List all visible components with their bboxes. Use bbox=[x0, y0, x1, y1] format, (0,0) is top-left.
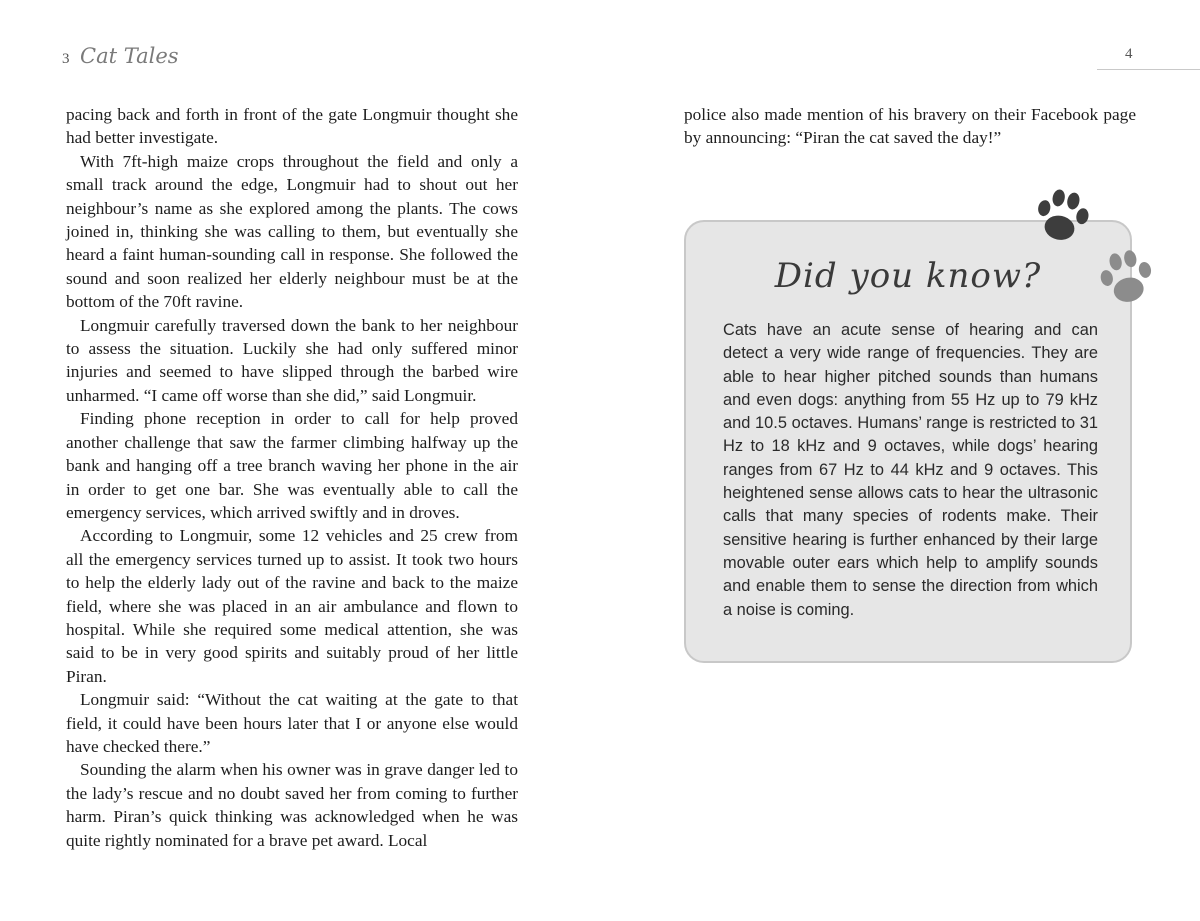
paragraph: With 7ft-high maize crops throughout the field and only a small track around the edge, Longmuir had to shout out her neighbour’s name as she explored among the plants. The cows joined in, thinking she was calling to them, but eventually she heard a faint human-sounding call in response. She followed the sound and soon realized her elderly neighbour must be at the bottom of the 70ft ravine. bbox=[66, 151, 518, 312]
book-title: Cat Tales bbox=[80, 44, 179, 68]
paragraph: According to Longmuir, some 12 vehicles and 25 crew from all the emergency services turned up to assist. It took two hours to help the elderly lady out of the ravine and back to the maize field, where she was placed in an air ambulance and flown to hospital. While she required some medical attention, she was said to be in very good spirits and suitably proud of her little Piran. bbox=[66, 526, 518, 686]
paragraph: Finding phone reception in order to call for help proved another challenge that saw the farmer climbing halfway up the bank and hanging off a tree branch waving her phone in the air in order to get one bar. She was eventually able to call the emergency services, which arrived swiftly and in droves. bbox=[66, 409, 518, 522]
paw-print-icon bbox=[1030, 184, 1094, 248]
left-page-header bbox=[62, 44, 179, 68]
did-you-know-box bbox=[684, 220, 1132, 663]
paragraph: pacing back and forth in front of the gate Longmuir thought she had better investigate. bbox=[66, 105, 518, 148]
right-page-number: 4 bbox=[1125, 46, 1133, 62]
paragraph: Longmuir said: “Without the cat waiting at the gate to that field, it could have been hours later that I or anyone else would have checked there.” bbox=[66, 690, 518, 756]
paragraph: police also made mention of his bravery on their Facebook page by announcing: “Piran the cat saved the day!” bbox=[684, 105, 1136, 148]
paw-print-icon bbox=[1094, 244, 1158, 310]
paragraph: Sounding the alarm when his owner was in grave danger led to the lady’s rescue and no doubt saved her from coming to further harm. Piran’s quick thinking was acknowledged when he was quite rightly nominated for a brave pet award. Local bbox=[66, 760, 518, 850]
did-you-know-title: Did you know? bbox=[774, 256, 1042, 296]
left-page-body bbox=[66, 103, 518, 852]
right-page-body bbox=[684, 103, 1136, 150]
paragraph: Longmuir carefully traversed down the bank to her neighbour to assess the situation. Luckily she had only suffered minor injuries and seemed to have slipped through the barbed wire unharmed. “I came off worse than she did,” said Longmuir. bbox=[66, 315, 518, 405]
header-rule bbox=[1097, 69, 1200, 70]
left-page-number: 3 bbox=[62, 51, 70, 67]
did-you-know-text: Cats have an acute sense of hearing and can detect a very wide range of frequencies. They are able to hear higher pitched sounds than humans and even dogs: anything from 55 Hz up to 79 kHz and 10.5 octaves. Humans’ range is restricted to 31 Hz to 18 kHz and 9 octaves, while dogs’ hearing ranges from 67 Hz to 44 kHz and 9 octaves. This heightened sense allows cats to hear the ultrasonic calls that many species of rodents make. Their sensitive hearing is further enhanced by their large movable outer ears which help to amplify sounds and enable them to sense the direction from which a noise is coming. bbox=[723, 321, 1098, 619]
